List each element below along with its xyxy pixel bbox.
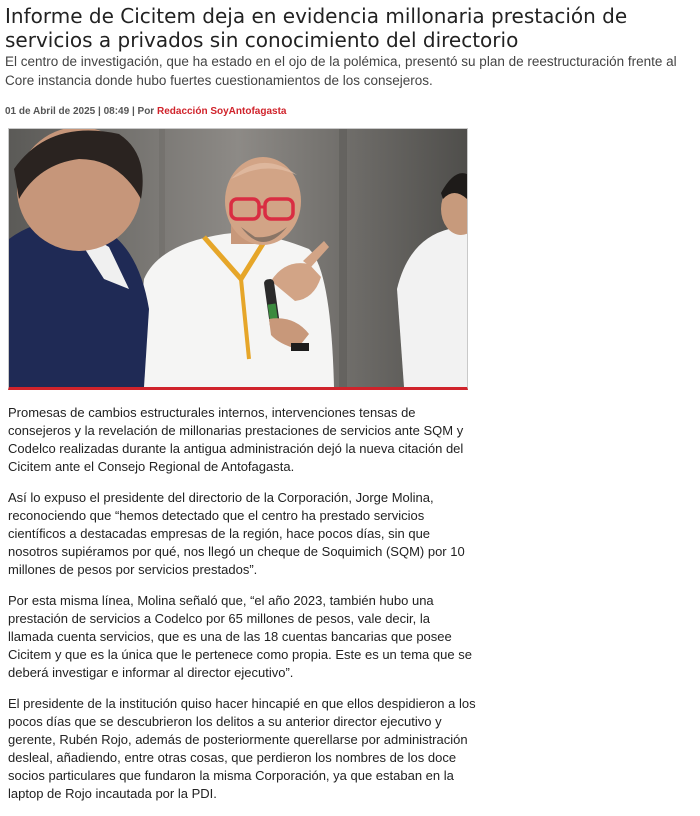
article-meta	[5, 106, 286, 117]
publish-date: 01 de Abril de 2025	[5, 106, 96, 117]
article-subheadline: El centro de investigación, que ha estado en el ojo de la polémica, presentó su plan de reestructuración frente al Core instancia donde hubo fuertes cuestionamientos de los consejeros.	[5, 54, 677, 88]
article-photo	[8, 128, 468, 390]
paragraph: Por esta misma línea, Molina señaló que, “el año 2023, también hubo una prestación de servicios a Codelco por 65 millones de pesos, vale decir, la llamada cuenta servicios, que es una de las 18 cuentas bancarias que posee Cicitem y que es la única que le pertenece como propia. Este es un tema que se deberá investigar e informar al director ejecutivo”.	[8, 593, 472, 680]
paragraph: Así lo expuso el presidente del directorio de la Corporación, Jorge Molina, reconociendo que “hemos detectado que el centro ha prestado servicios científicos a destacadas empresas de la región, hace pocos días, sin que nosotros supiéramos por qué, nos llegó un cheque de Soquimich (SQM) por 10 millones de pesos por servicios prestados”.	[8, 490, 465, 577]
meta-separator: |	[98, 106, 104, 117]
publish-time: 08:49	[103, 106, 130, 117]
photo-illustration	[9, 129, 467, 387]
article-body	[8, 404, 478, 816]
paragraph: El presidente de la institución quiso hacer hincapié en que ellos despidieron a los pocos días que se descubrieron los delitos a su anterior director ejecutivo y gerente, Rubén Rojo, además de posteriormente querellarse por administración desleal, añadiendo, entre otras cosas, que perdieron los nombres de los doce socios particulares que fundaron la misma Corporación, ya que estaban en la laptop de Rojo incautada por la PDI.	[8, 696, 476, 801]
author-link[interactable]: Redacción SoyAntofagasta	[156, 106, 287, 117]
by-label: Por	[137, 106, 155, 117]
meta-separator: |	[131, 106, 138, 117]
article-headline: Informe de Cicitem deja en evidencia millonaria prestación de servicios a privados sin conocimiento del directorio	[5, 4, 628, 52]
paragraph: Promesas de cambios estructurales internos, intervenciones tensas de consejeros y la revelación de millonarias prestaciones de servicios ante SQM y Codelco realizadas durante la antigua administración dejó la nueva citación del Cicitem ante el Consejo Regional de Antofagasta.	[8, 405, 464, 474]
